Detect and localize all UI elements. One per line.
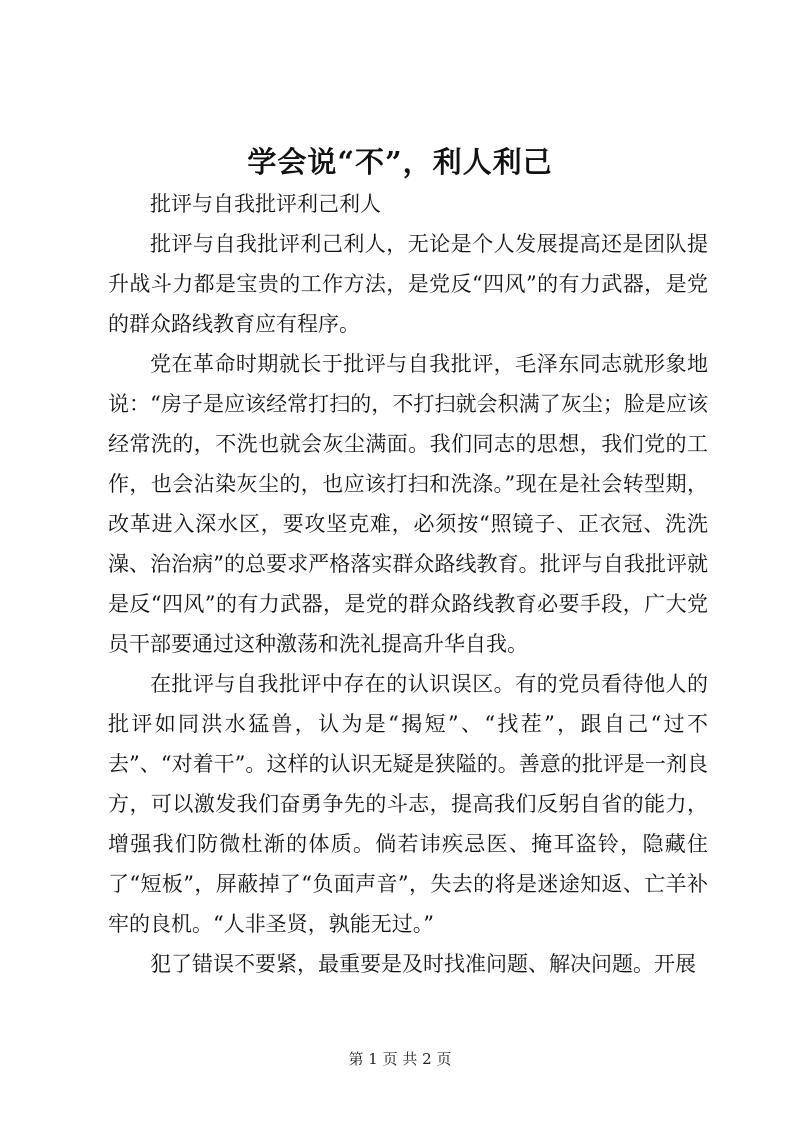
- document-subtitle: 批评与自我批评利己利人: [150, 192, 381, 216]
- paragraph-2: 党在革命时期就长于批评与自我批评，毛泽东同志就形象地说：“房子是应该经常打扫的，不打扫就会积满了灰尘；脸是应该经常洗的，不洗也就会灰尘满面。我们同志的思想，我们党的工作，也会沾染灰尘的，也应该打扫和洗涤。”现在是社会转型期，改革进入深水区，要攻坚克难，必须按“照镜子、正衣冠、洗洗澡、治治病”的总要求严格落实群众路线教育。批评与自我批评就是反“四风”的有力武器，是党的群众路线教育必要手段，广大党员干部要通过这种激荡和洗礼提高升华自我。: [108, 352, 708, 656]
- document-title: 学会说“不”，利人利己: [247, 145, 553, 179]
- paragraph-1: 批评与自我批评利己利人，无论是个人发展提高还是团队提升战斗力都是宝贵的工作方法，是党反“四风”的有力武器，是党的群众路线教育应有程序。: [108, 232, 708, 336]
- document-body: [108, 184, 708, 984]
- page-footer: 第 1 页 共 2 页: [348, 1050, 452, 1068]
- paragraph-4: 犯了错误不要紧，最重要是及时找准问题、解决问题。开展: [150, 952, 696, 976]
- paragraph-3: 在批评与自我批评中存在的认识误区。有的党员看待他人的批评如同洪水猛兽，认为是“揭短”、“找茬”，跟自己“过不去”、“对着干”。这样的认识无疑是狭隘的。善意的批评是一剂良方，可以激发我们奋勇争先的斗志，提高我们反躬自省的能力，增强我们防微杜渐的体质。倘若讳疾忌医、掩耳盗铃，隐藏住了“短板”，屏蔽掉了“负面声音”，失去的将是迷途知返、亡羊补牢的良机。“人非圣贤，孰能无过。”: [108, 672, 708, 936]
